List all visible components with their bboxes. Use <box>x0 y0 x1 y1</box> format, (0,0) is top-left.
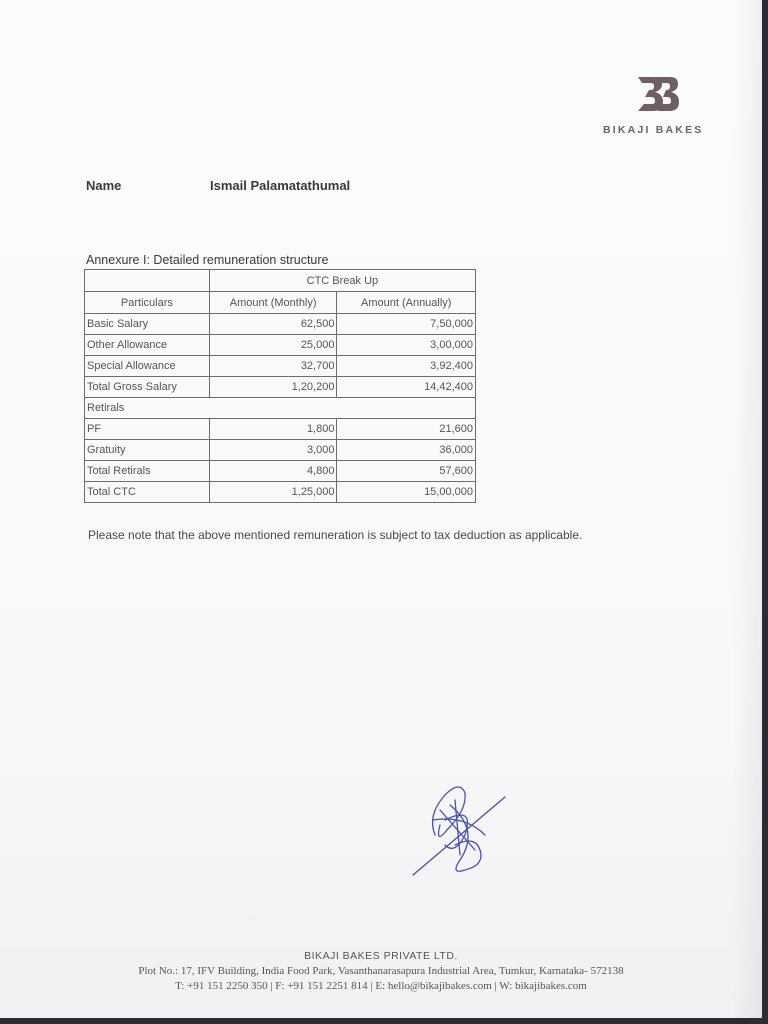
footer-company: BIKAJI BAKES PRIVATE LTD. <box>304 950 458 962</box>
table-row <box>85 461 476 482</box>
section-label: Retirals <box>85 398 476 419</box>
ctc-table <box>84 269 476 503</box>
table-row <box>85 314 476 335</box>
row-monthly: 4,800 <box>209 461 337 482</box>
row-monthly: 1,25,000 <box>209 482 337 503</box>
table-row <box>85 419 476 440</box>
annexure-title: Annexure I: Detailed remuneration structure <box>86 253 329 267</box>
bikaji-bakes-logo-icon <box>634 74 680 114</box>
column-header-particulars: Particulars <box>85 292 210 314</box>
employee-name: Ismail Palamatathumal <box>210 178 351 193</box>
row-annually: 57,600 <box>337 461 476 482</box>
row-label: Total CTC <box>85 482 210 503</box>
footer-address: Plot No.: 17, IFV Building, India Food Park, Vasanthanarasapura Industrial Area, Tumkur, Karnataka- 572138 <box>138 965 624 977</box>
table-title: CTC Break Up <box>209 270 475 292</box>
table-row <box>85 335 476 356</box>
row-annually: 14,42,400 <box>337 377 476 398</box>
row-monthly: 1,20,200 <box>209 377 337 398</box>
row-label: Gratuity <box>85 440 210 461</box>
row-monthly: 32,700 <box>209 356 337 377</box>
row-annually: 21,600 <box>337 419 476 440</box>
row-monthly: 3,000 <box>209 440 337 461</box>
table-row <box>85 377 476 398</box>
row-label: Total Gross Salary <box>85 377 210 398</box>
section-row <box>85 398 476 419</box>
name-label: Name <box>86 178 122 193</box>
brand-name: BIKAJI BAKES <box>603 124 704 136</box>
column-header-monthly: Amount (Monthly) <box>209 292 337 314</box>
row-label: PF <box>85 419 210 440</box>
row-annually: 3,92,400 <box>337 356 476 377</box>
row-label: Other Allowance <box>85 335 210 356</box>
row-label: Total Retirals <box>85 461 210 482</box>
table-row <box>85 356 476 377</box>
row-monthly: 1,800 <box>209 419 337 440</box>
footer-contact: T: +91 151 2250 350 | F: +91 151 2251 814 | E: hello@bikajibakes.com | W: bikajibakes.com <box>175 980 587 992</box>
row-monthly: 25,000 <box>209 335 337 356</box>
column-header-annually: Amount (Annually) <box>337 292 476 314</box>
table-row <box>85 482 476 503</box>
row-monthly: 62,500 <box>209 314 337 335</box>
row-label: Special Allowance <box>85 356 210 377</box>
tax-note: Please note that the above mentioned remuneration is subject to tax deduction as applicable. <box>88 528 583 542</box>
row-annually: 3,00,000 <box>337 335 476 356</box>
signature-icon <box>405 775 515 880</box>
row-annually: 15,00,000 <box>337 482 476 503</box>
row-annually: 7,50,000 <box>337 314 476 335</box>
row-label: Basic Salary <box>85 314 210 335</box>
row-annually: 36,000 <box>337 440 476 461</box>
table-row <box>85 440 476 461</box>
